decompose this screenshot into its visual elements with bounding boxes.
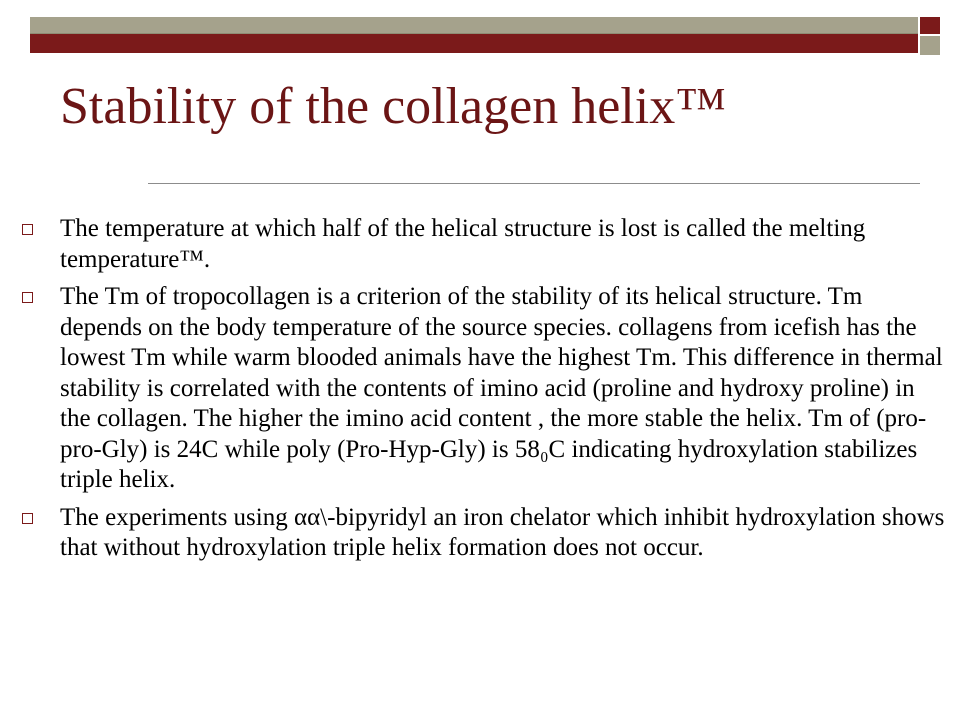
- bullet-text: The temperature at which half of the helical structure is lost is called the melting temperature™.: [60, 215, 866, 273]
- bullet-text: The experiments using αα\-bipyridyl an iron chelator which inhibit hydroxylation shows that without hydroxylation triple helix formation does not occur.: [60, 503, 945, 561]
- olive-bar: [30, 17, 918, 34]
- bullet-item: [20, 503, 945, 564]
- olive-square: [920, 36, 940, 55]
- maroon-bar: [30, 34, 918, 53]
- maroon-square: [920, 17, 940, 34]
- title-divider: [148, 183, 920, 184]
- bullet-text: The Tm of tropocollagen is a criterion of the stability of its helical structure. Tm depends on the body temperature of the source species. collagens from icefish has the lowest Tm while warm blooded animals have the highest Tm. This difference in thermal stability is correlated with the contents of imino acid (proline and hydroxy proline) in the collagen. The higher the imino acid content , the more stable the helix. Tm of (pro-pro-Gly) is 24C while poly (Pro-Hyp-Gly) is 58₀C indicating hydroxylation stabilizes triple helix.: [60, 283, 943, 493]
- hollow-square-icon: [22, 513, 33, 524]
- top-decoration: [30, 17, 940, 57]
- bullet-item: [20, 282, 945, 496]
- hollow-square-icon: [22, 292, 33, 303]
- bullet-list: [20, 214, 945, 571]
- slide-title: Stability of the collagen helix™: [60, 78, 727, 135]
- bullet-item: [20, 214, 945, 275]
- hollow-square-icon: [22, 224, 33, 235]
